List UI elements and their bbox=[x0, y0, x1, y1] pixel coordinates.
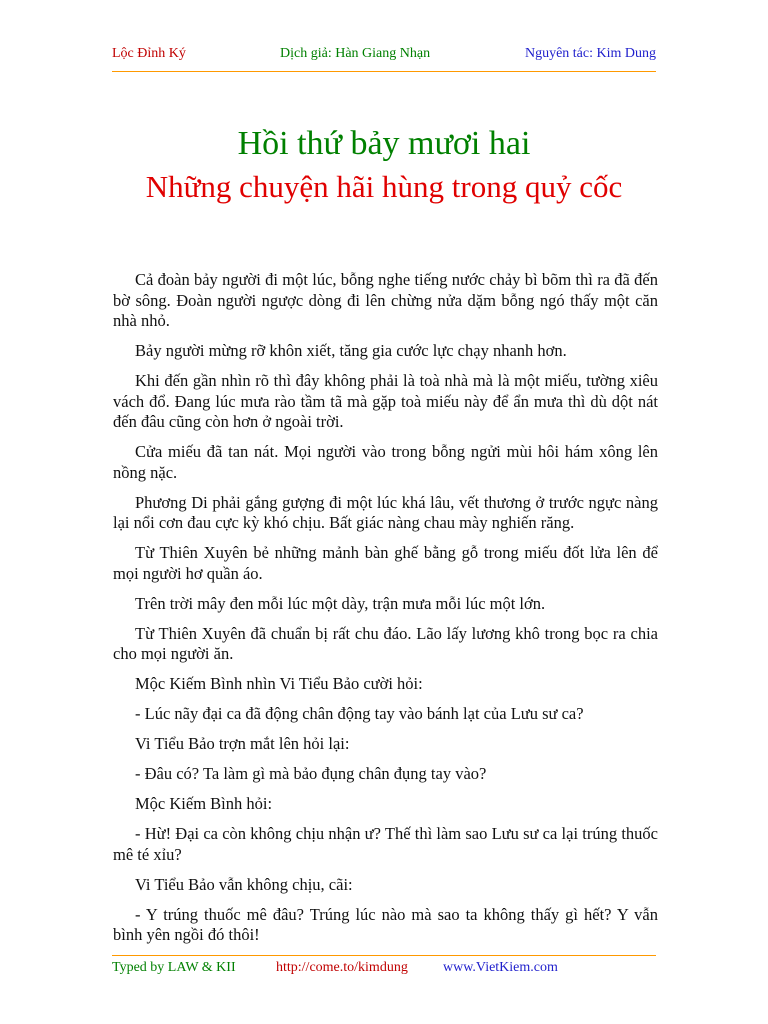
paragraph: Trên trời mây đen mỗi lúc một dày, trận mưa mỗi lúc một lớn. bbox=[135, 593, 546, 613]
chapter-heading bbox=[60, 122, 708, 208]
paragraph: Phương Di phải gắng gượng đi một lúc khá lâu, vết thương ở trước ngực nàng lại nổi cơn đau cực kỳ khó chịu. Bất giác nàng chau mày nghiến răng. bbox=[113, 492, 658, 532]
chapter-body bbox=[113, 270, 658, 955]
paragraph: Mộc Kiếm Bình nhìn Vi Tiểu Bảo cười hỏi: bbox=[135, 674, 423, 693]
paragraph: Cửa miếu đã tan nát. Mọi người vào trong bỗng ngửi mùi hôi hám xông lên nồng nặc. bbox=[113, 442, 658, 482]
paragraph: Từ Thiên Xuyên đã chuẩn bị rất chu đáo. Lão lấy lương khô trong bọc ra chia cho mọi người ăn. bbox=[113, 623, 658, 663]
page-header bbox=[112, 44, 656, 68]
chapter-number: Hồi thứ bảy mươi hai bbox=[237, 125, 531, 162]
translator-credit: Dịch giả: Hàn Giang Nhạn bbox=[280, 46, 431, 61]
paragraph: Vi Tiểu Bảo trợn mắt lên hỏi lại: bbox=[135, 734, 350, 753]
paragraph: Vi Tiểu Bảo vẫn không chịu, cãi: bbox=[135, 874, 353, 894]
vietkiem-link[interactable]: www.VietKiem.com bbox=[443, 960, 558, 975]
footer-divider bbox=[112, 955, 656, 956]
dialogue-line: - Hừ! Đại ca còn không chịu nhận ư? Thế thì làm sao Lưu sư ca lại trúng thuốc mê té xỉu? bbox=[113, 824, 658, 864]
paragraph: Mộc Kiếm Bình hỏi: bbox=[135, 794, 273, 813]
paragraph: Bảy người mừng rỡ khôn xiết, tăng gia cước lực chạy nhanh hơn. bbox=[135, 341, 567, 360]
dialogue-line: - Đâu có? Ta làm gì mà bảo đụng chân đụng tay vào? bbox=[135, 764, 487, 783]
paragraph: Khi đến gần nhìn rõ thì đây không phải là toà nhà mà là một miếu, tường xiêu vách đổ. Đang lúc mưa rào tầm tã mà gặp toà miếu này để ẩn mưa thì dù dột nát đến đâu cũng còn hơn ở ngoài trời. bbox=[113, 371, 658, 431]
header-divider bbox=[112, 71, 656, 72]
book-title: Lộc Đỉnh Ký bbox=[112, 46, 186, 61]
dialogue-line: - Y trúng thuốc mê đâu? Trúng lúc nào mà sao ta không thấy gì hết? Y vẫn bình yên ngồi đó thôi! bbox=[113, 904, 658, 944]
author-credit: Nguyên tác: Kim Dung bbox=[524, 46, 656, 61]
dialogue-line: - Lúc nãy đại ca đã động chân động tay vào bánh lạt của Lưu sư ca? bbox=[135, 704, 584, 723]
paragraph: Cả đoàn bảy người đi một lúc, bỗng nghe tiếng nước chảy bì bõm thì ra đã đến bờ sông. Đoàn người ngược dòng đi lên chừng nửa dặm bỗng ngó thấy một căn nhà nhỏ. bbox=[113, 270, 658, 330]
typed-by-credit: Typed by LAW & KII bbox=[112, 960, 236, 975]
paragraph: Từ Thiên Xuyên bẻ những mảnh bàn ghế bằng gỗ trong miếu đốt lửa lên để mọi người hơ quần áo. bbox=[113, 543, 658, 583]
kimdung-link[interactable]: http://come.to/kimdung bbox=[276, 960, 408, 975]
chapter-title: Những chuyện hãi hùng trong quỷ cốc bbox=[145, 169, 623, 204]
